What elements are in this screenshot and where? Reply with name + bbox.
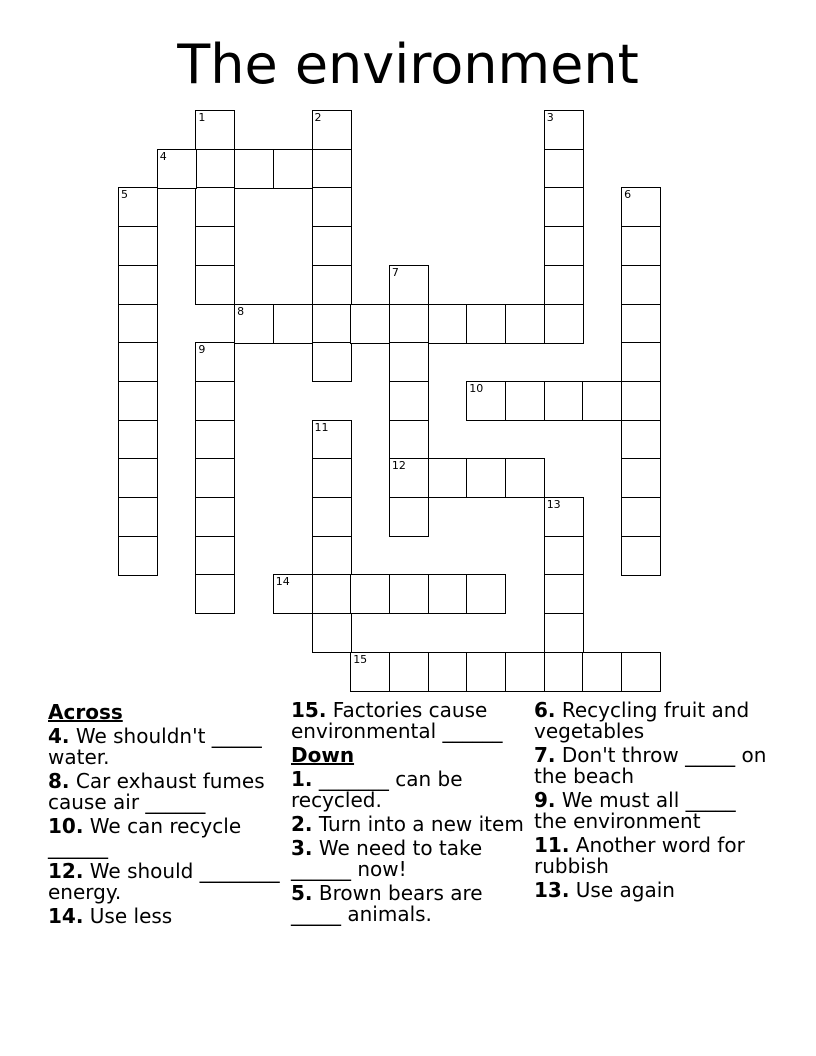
clue-down-9 [534,790,770,832]
clue-down-1 [291,769,527,811]
grid-cell[interactable] [428,652,468,692]
grid-cell[interactable] [389,265,429,305]
clue-across-8 [48,771,284,813]
clue-across-15 [291,700,527,742]
grid-cell[interactable] [621,458,661,498]
puzzle-title: The environment [177,33,639,96]
down-heading: Down [291,743,355,767]
grid-cell[interactable] [118,226,158,266]
grid-cell[interactable] [195,110,235,150]
grid-cell[interactable] [195,574,235,614]
grid-cell[interactable] [389,497,429,537]
clue-text: Another word for rubbish [534,833,745,878]
grid-cell[interactable] [389,652,429,692]
cell-number: 14 [275,575,290,589]
grid-cell[interactable] [621,342,661,382]
clue-number: 13. [534,878,570,902]
across-heading: Across [48,700,123,724]
clue-number: 9. [534,788,556,812]
grid-cell[interactable] [544,149,584,189]
grid-cell[interactable] [118,420,158,460]
grid-cell[interactable] [118,187,158,227]
grid-cell[interactable] [273,304,313,344]
clue-text: Car exhaust fumes cause air ______ [48,769,265,814]
clue-number: 11. [534,833,570,857]
grid-cell[interactable] [195,458,235,498]
clue-text: We should ________ energy. [48,859,280,904]
clue-across-10 [48,816,284,858]
clue-across-14 [48,906,284,927]
cell-number: 3 [546,111,554,124]
grid-cell[interactable] [505,652,545,692]
grid-cell[interactable] [505,381,545,421]
clue-text: We can recycle ______ [48,814,242,859]
grid-cell[interactable] [621,652,661,692]
clue-text: Don't throw _____ on the beach [534,743,767,788]
grid-cell[interactable] [118,536,158,576]
clue-down-5 [291,883,527,925]
grid-cell[interactable] [350,304,390,344]
grid-cell[interactable] [195,187,235,227]
cell-number: 7 [391,265,399,279]
clue-down-2 [291,814,527,835]
clue-text: We need to take ______ now! [291,836,483,881]
clue-number: 6. [534,698,556,722]
clue-down-7 [534,745,770,787]
cell-number: 13 [546,498,561,511]
cell-number: 5 [121,188,128,202]
clue-number: 2. [291,812,313,836]
grid-cell[interactable] [544,226,584,266]
grid-cell[interactable] [312,497,352,537]
clue-number: 12. [48,859,84,883]
clue-down-13 [534,880,770,901]
clue-number: 15. [291,698,327,722]
cell-number: 2 [314,111,322,124]
grid-cell[interactable] [544,536,584,576]
grid-cell[interactable] [195,381,235,421]
grid-cell[interactable] [466,304,506,344]
clue-number: 14. [48,904,84,928]
grid-cell[interactable] [582,381,622,421]
clue-column-3 [534,700,770,904]
grid-cell[interactable] [195,497,235,537]
grid-cell[interactable] [312,149,352,189]
grid-cell[interactable] [544,381,584,421]
grid-cell[interactable] [621,536,661,576]
grid-cell[interactable] [544,110,584,150]
grid-cell[interactable] [195,265,235,305]
grid-cell[interactable] [312,458,352,498]
grid-cell[interactable] [312,304,352,344]
clue-text: We shouldn't _____ water. [48,724,262,769]
grid-cell[interactable] [273,149,313,189]
cell-number: 10 [469,381,484,395]
grid-cell[interactable] [466,381,506,421]
grid-cell[interactable] [466,652,506,692]
grid-cell[interactable] [195,342,235,382]
clue-number: 7. [534,743,556,767]
grid-cell[interactable] [195,226,235,266]
grid-cell[interactable] [621,226,661,266]
grid-cell[interactable] [273,574,313,614]
clue-text: We must all _____ the environment [534,788,736,833]
grid-cell[interactable] [118,342,158,382]
grid-cell[interactable] [466,458,506,498]
grid-cell[interactable] [505,304,545,344]
grid-cell[interactable] [621,497,661,537]
grid-cell[interactable] [157,149,197,189]
grid-cell[interactable] [312,265,352,305]
grid-cell[interactable] [389,574,429,614]
grid-cell[interactable] [544,613,584,653]
clue-text: Recycling fruit and vegetables [534,698,750,743]
clue-number: 3. [291,836,313,860]
grid-cell[interactable] [621,265,661,305]
clue-across-12 [48,861,284,903]
grid-cell[interactable] [428,458,468,498]
cell-number: 15 [353,652,368,666]
grid-cell[interactable] [118,497,158,537]
grid-cell[interactable] [505,458,545,498]
clue-across-4 [48,726,284,768]
grid-cell[interactable] [544,265,584,305]
cell-number: 8 [237,304,245,318]
grid-cell[interactable] [195,536,235,576]
grid-cell[interactable] [428,304,468,344]
grid-cell[interactable] [312,226,352,266]
grid-cell[interactable] [118,381,158,421]
clue-down-11 [534,835,770,877]
cell-number: 6 [624,188,632,202]
grid-cell[interactable] [312,574,352,614]
clue-text: Use again [575,878,675,902]
grid-cell[interactable] [544,574,584,614]
grid-cell[interactable] [621,420,661,460]
cell-number: 1 [198,111,206,124]
grid-cell[interactable] [389,342,429,382]
clue-down-3 [291,838,527,880]
clue-text: Factories cause environmental ______ [291,698,503,743]
clue-number: 10. [48,814,84,838]
grid-cell[interactable] [621,381,661,421]
grid-cell[interactable] [544,497,584,537]
grid-cell[interactable] [118,304,158,344]
grid-cell[interactable] [466,574,506,614]
cell-number: 11 [314,420,329,434]
clue-number: 4. [48,724,70,748]
grid-cell[interactable] [195,420,235,460]
clue-down-6 [534,700,770,742]
grid-cell[interactable] [544,304,584,344]
grid-cell[interactable] [582,652,622,692]
grid-cell[interactable] [428,574,468,614]
grid-cell[interactable] [118,458,158,498]
clue-number: 5. [291,881,313,905]
grid-cell[interactable] [389,458,429,498]
grid-cell[interactable] [234,149,274,189]
clue-text: Use less [89,904,173,928]
grid-cell[interactable] [621,304,661,344]
grid-cell[interactable] [234,304,274,344]
cell-number: 9 [198,343,206,357]
grid-cell[interactable] [544,652,584,692]
clue-text: Turn into a new item [318,812,524,836]
grid-cell[interactable] [312,110,352,150]
clue-column-1 [48,700,284,930]
clue-text: Brown bears are _____ animals. [291,881,483,926]
clue-number: 8. [48,769,70,793]
grid-cell[interactable] [195,149,235,189]
grid-cell[interactable] [312,187,352,227]
grid-cell[interactable] [312,536,352,576]
grid-cell[interactable] [389,381,429,421]
grid-cell[interactable] [312,613,352,653]
grid-cell[interactable] [389,420,429,460]
clue-text: _______ can be recycled. [291,767,463,812]
grid-cell[interactable] [312,342,352,382]
grid-cell[interactable] [621,187,661,227]
grid-cell[interactable] [118,265,158,305]
grid-cell[interactable] [312,420,352,460]
grid-cell[interactable] [350,574,390,614]
grid-cell[interactable] [389,304,429,344]
cell-number: 4 [159,149,167,163]
grid-cell[interactable] [544,187,584,227]
cell-number: 12 [391,459,406,473]
clue-number: 1. [291,767,313,791]
grid-cell[interactable] [350,652,390,692]
clue-column-2 [291,700,527,928]
